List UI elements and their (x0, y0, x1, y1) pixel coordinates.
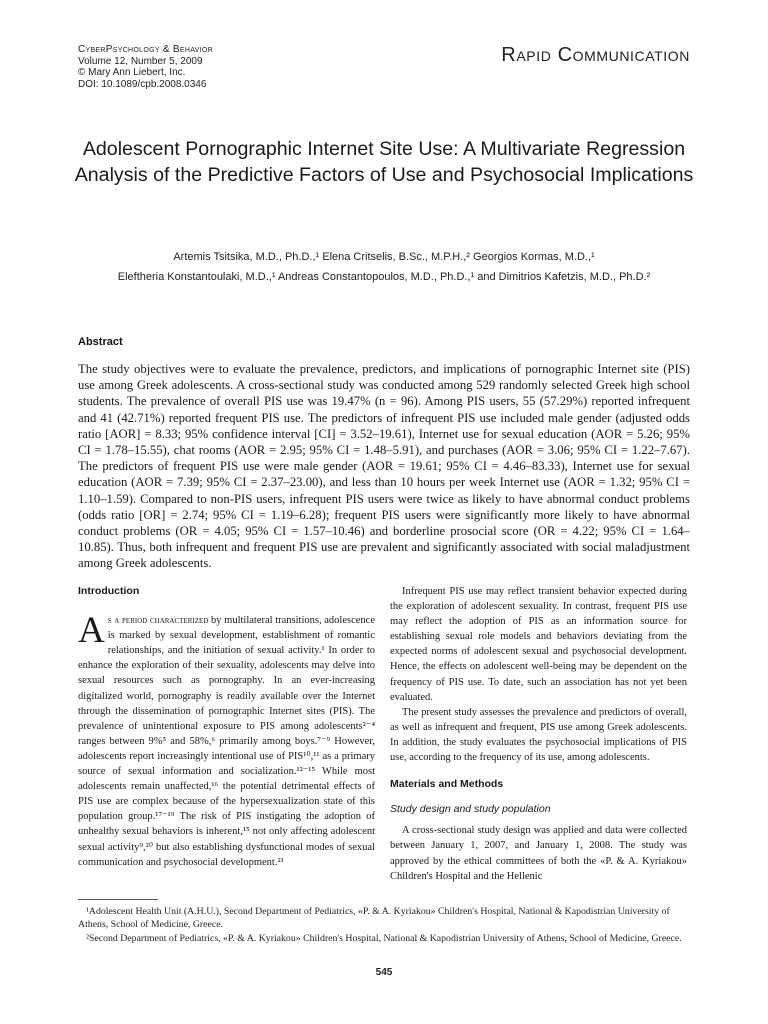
abstract-body: The study objectives were to evaluate the prevalence, predictors, and implications of pornographic Internet site (PIS) use among Greek adolescents. A cross-sectional study was conducted among 529 randomly selected Greek high school students. The prevalence of overall PIS use was 19.47% (n = 96). Among PIS users, 55 (57.29%) reported infrequent and 41 (42.71%) reported frequent PIS use. The predictors of infrequent PIS use included male gender (adjusted odds ratio [AOR] = 8.33; 95% confidence interval [CI] = 3.52–19.61), Internet use for sexual education (AOR = 5.26; 95% CI = 1.78–15.55), chat rooms (AOR = 2.95; 95% CI = 1.48–5.91), and purchases (AOR = 3.06; 95% CI = 1.22–7.67). The predictors of frequent PIS use were male gender (AOR = 19.61; 95% CI = 4.46–83.33), Internet use for sexual education (AOR = 7.39; 95% CI = 2.37–23.00), and less than 10 hours per week Internet use (AOR = 1.32; 95% CI = 1.10–1.59). Compared to non-PIS users, infrequent PIS users were twice as likely to have abnormal conduct problems (odds ratio [OR] = 2.74; 95% CI = 1.19–6.28); frequent PIS users were significantly more likely to have abnormal conduct problems (OR = 4.05; 95% CI = 1.57–10.46) and borderline prosocial score (OR = 4.22; 95% CI = 1.64–10.85). Thus, both infrequent and frequent PIS use are prevalent and significantly associated with social maladjustment among Greek adolescents. (78, 362, 690, 571)
author-line-1: Artemis Tsitsika, M.D., Ph.D.,¹ Elena Critselis, B.Sc., M.P.H.,² Georgios Kormas, M.D.,¹ (173, 251, 595, 263)
intro-paragraph-1-text: by multilateral transitions, adolescence is marked by sexual development, establishment of romantic relationships, and the initiation of sexual activity.¹ In order to enhance the exploration of their sexuality, adolescents may delve into sexual resources such as pornography. In an ever-increasing digitalized world, pornography is readily available over the Internet through the dissemination of pornographic Internet sites (PIS). The prevalence of unintentional exposure to PIS among adolescents²⁻⁴ ranges between 9%⁵ and 58%,⁶ primarily among boys.⁷⁻⁹ However, adolescents report increasingly intentional use of PIS¹⁰,¹¹ as a primary source of sexual information and socialization.¹²⁻¹⁵ While most adolescents remain unaffected,¹⁶ the potential detrimental effects of PIS use are complex because of the hypersexualization state of this population group.¹⁷⁻¹⁹ The risk of PIS instigating the adoption of unhealthy sexual behaviors is inherent,¹⁵ not only affecting adolescent sexual activity⁹,²⁰ but also establishing dysfunctional modes of sexual communication and psychosocial development.²¹ (78, 615, 375, 868)
journal-copyright: © Mary Ann Liebert, Inc. (78, 67, 186, 78)
intro-paragraph-1 (78, 610, 375, 870)
journal-doi: DOI: 10.1089/cpb.2008.0346 (78, 78, 207, 90)
left-column (78, 584, 375, 870)
journal-volume: Volume 12, Number 5, 2009 (78, 55, 203, 67)
footnote-2: ²Second Department of Pediatrics, «P. & A. Kyriakou» Children's Hospital, National & Kapodistrian University of Athens, School of Medicine, Greece. (86, 932, 682, 944)
methods-subheading: Study design and study population (390, 803, 551, 816)
journal-info (78, 44, 213, 90)
author-line-2: Eleftheria Konstantoulaki, M.D.,¹ Andreas Constantopoulos, M.D., Ph.D.,¹ and Dimitrios Kafetzis, M.D., Ph.D.² (117, 271, 651, 283)
intro-lead-smallcaps: s a period characterized (107, 615, 209, 627)
intro-paragraph-3: The present study assesses the prevalence and predictors of overall, as well as infrequent and frequent, PIS use among Greek adolescents. In addition, the study evaluates the psychosocial implications of PIS use, according to the frequency of its use, among adolescents. (390, 706, 687, 764)
footnote-divider (78, 899, 158, 900)
journal-name: CyberPsychology & Behavior (78, 44, 213, 55)
section-label: Rapid Communication (501, 44, 690, 66)
abstract-heading: Abstract (78, 336, 123, 348)
intro-heading: Introduction (78, 585, 140, 597)
paper-title: Adolescent Pornographic Internet Site Use: A Multivariate Regression Analysis of the Predictive Factors of Use and Psychosocial Implications (74, 138, 694, 186)
methods-paragraph-1: A cross-sectional study design was applied and data were collected between January 1, 2007, and January 1, 2008. The study was approved by the ethical committees of both the «P. & A. Kyriakou» Children's Hospital and the Hellenic (390, 825, 687, 882)
drop-cap: A (78, 610, 105, 652)
methods-heading: Materials and Methods (390, 778, 504, 791)
page-number: 545 (375, 967, 393, 978)
intro-paragraph-2: Infrequent PIS use may reflect transient behavior expected during the exploration of adolescent sexuality. In contrast, frequent PIS use may reflect the adoption of PIS as an information source for establishing sexual role models and behaviors deviating from the expected norms of adolescent sexual and psychosocial development. Hence, the effects on adolescent well-being may be dependent on the frequency of PIS use. To date, such an association has not yet been evaluated. (390, 586, 687, 703)
footnote-1: ¹Adolescent Health Unit (A.H.U.), Second Department of Pediatrics, «P. & A. Kyriakou» Children's Hospital, National & Kapodistrian University of Athens, School of Medicine, Greece. (78, 906, 670, 930)
right-column (390, 584, 687, 884)
footnotes (78, 906, 690, 946)
author-list (40, 247, 728, 287)
